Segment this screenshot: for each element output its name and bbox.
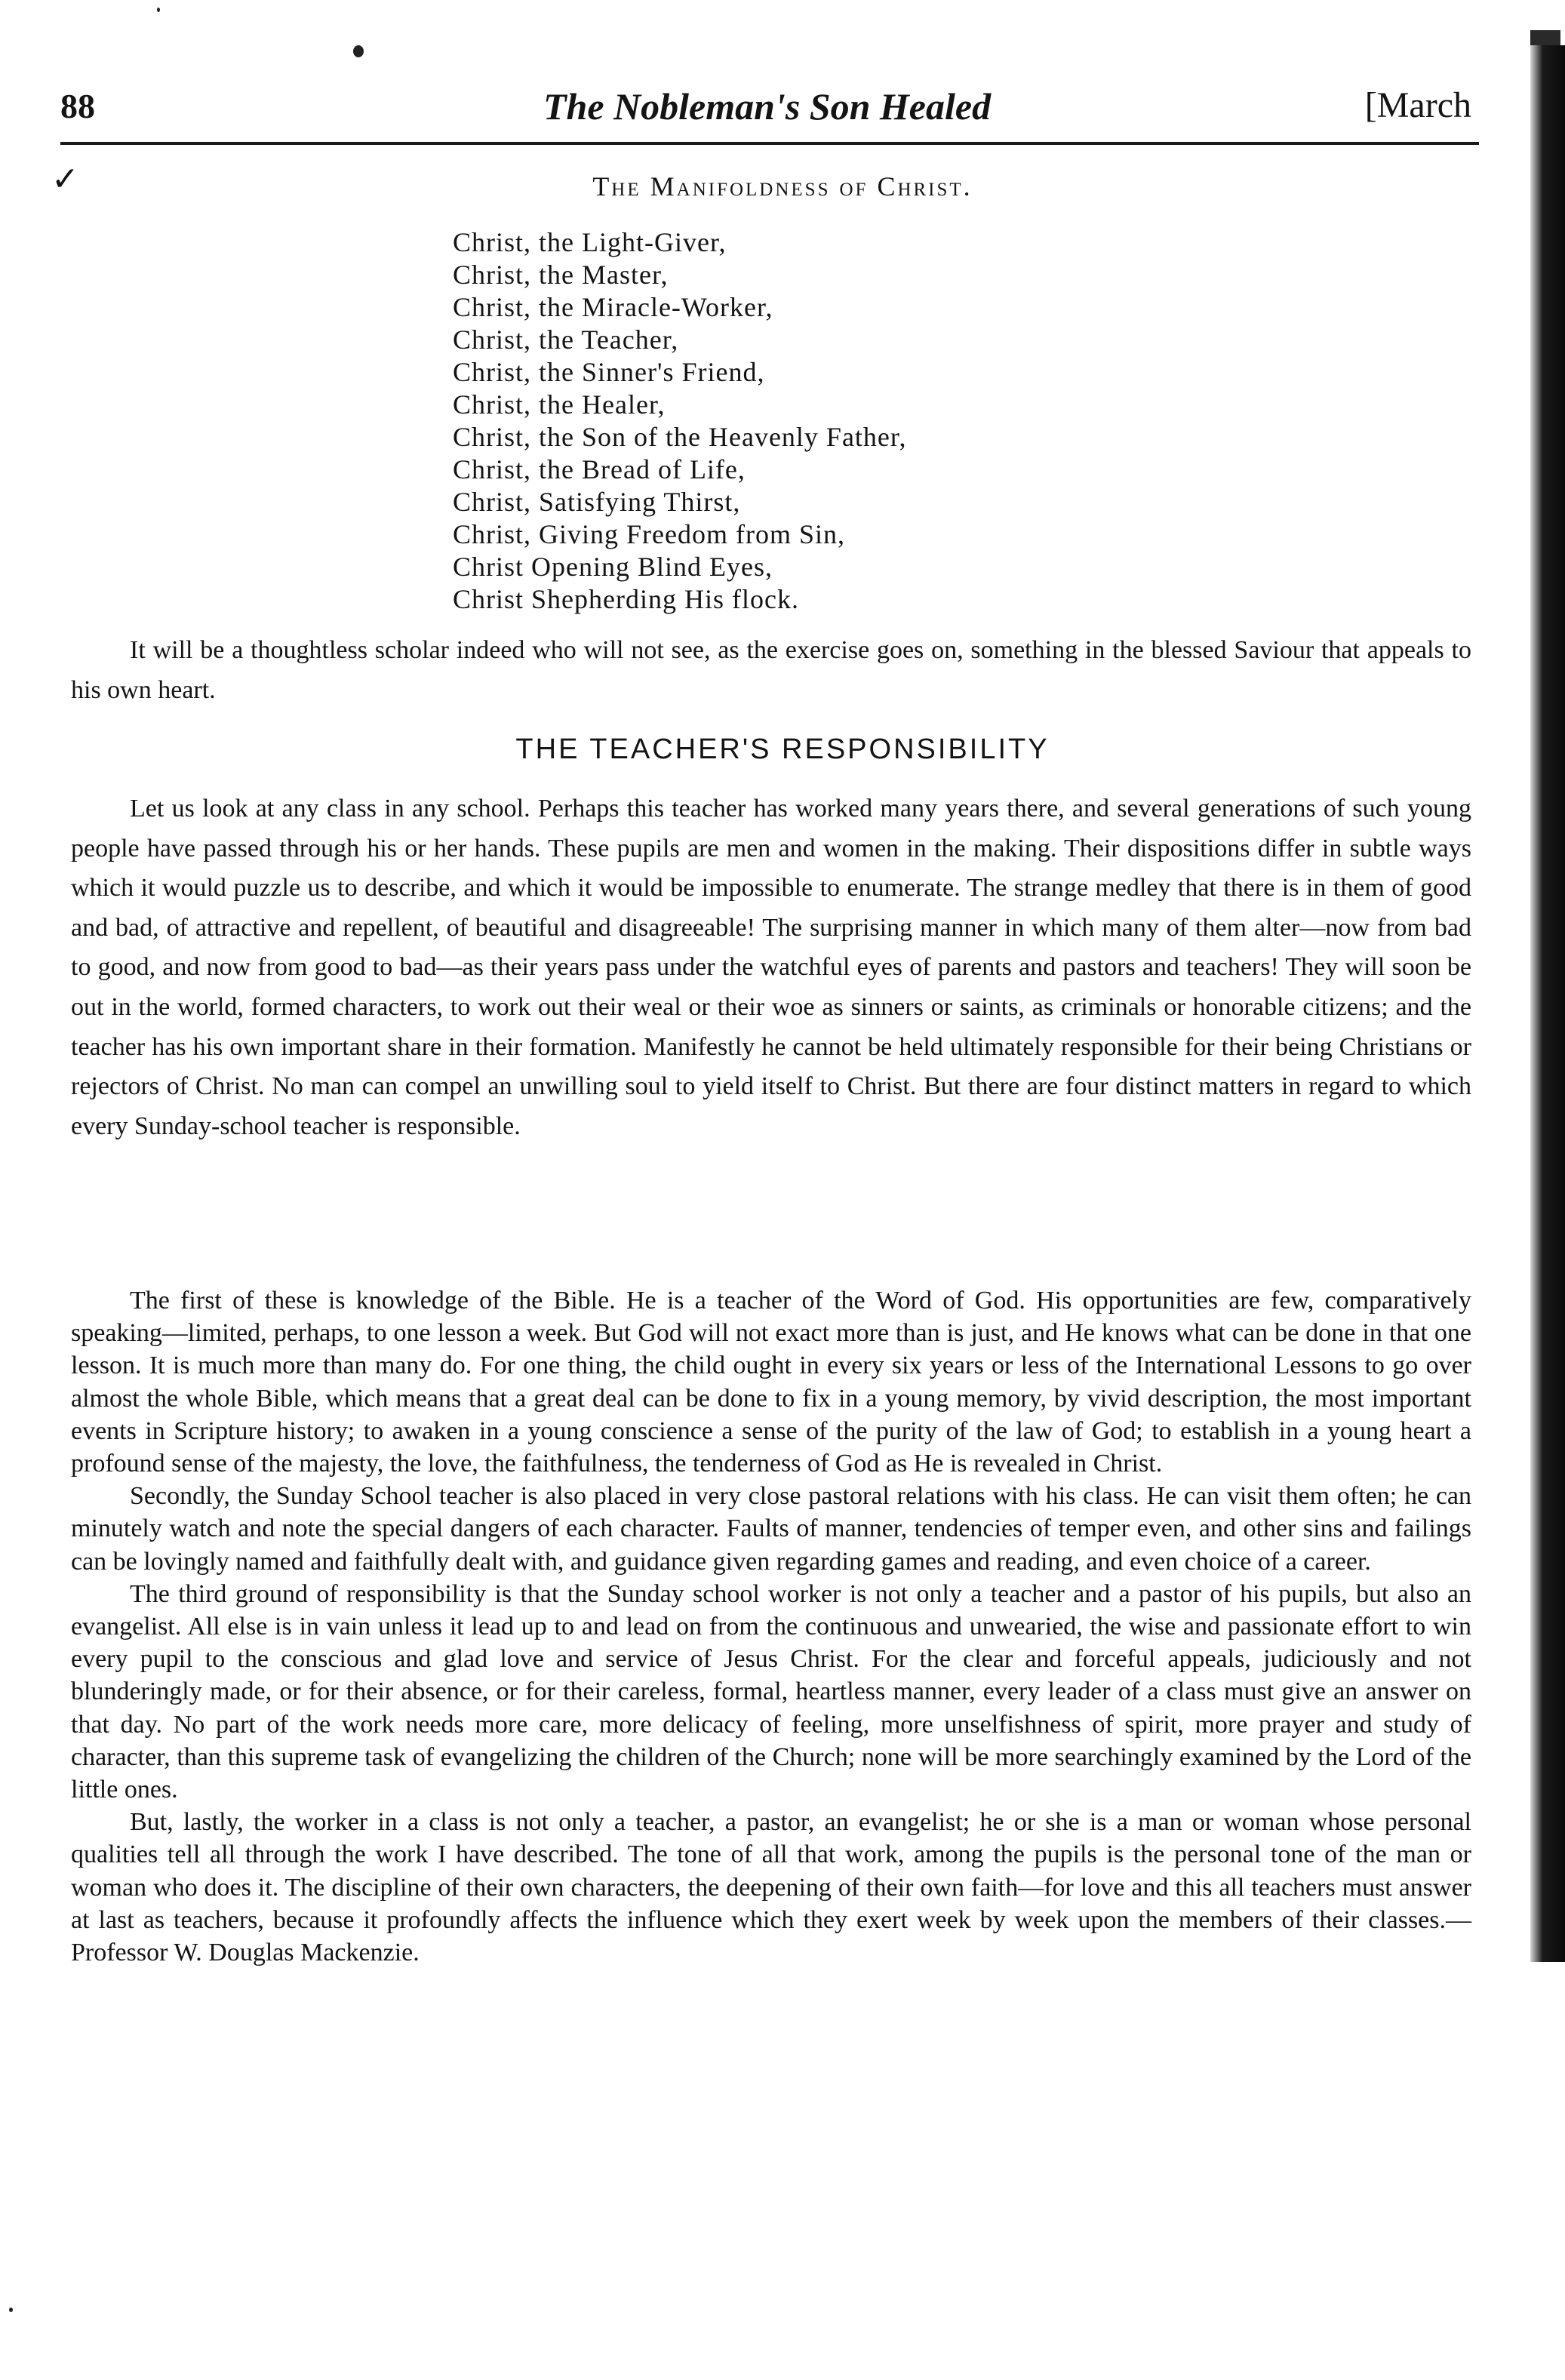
responsibility-points-block	[71, 1284, 1471, 1969]
body-paragraph: But, lastly, the worker in a class is not only a teacher, a pastor, an evangelist; he or she is a man or woman whose personal qualities tell all through the work I have described. The tone of all that work, among the pupils is the personal tone of the man or woman who does it. The discipline of their own characters, the deepening of their own faith—for love and this all teachers must answer at last as teachers, because it profoundly affects the influence which they exert week by week upon the members of their classes.—Professor W. Douglas Mackenzie.	[71, 1808, 1471, 1967]
manifold-closing-block	[71, 631, 1471, 710]
body-paragraph: Secondly, the Sunday School teacher is also placed in very close pastoral relations with his class. He can visit them often; he can minutely watch and note the special dangers of each character. Faults of manner, tendencies of temper even, and other sins and failings can be lovingly named and faithfully dealt with, and guidance given regarding games and reading, and even choice of a career.	[71, 1482, 1471, 1576]
list-item: Christ, Giving Freedom from Sin,	[453, 519, 845, 549]
print-speck	[353, 45, 364, 57]
list-item: Christ, the Light-Giver,	[453, 227, 727, 257]
body-paragraph: The third ground of responsibility is that the Sunday school worker is not only a teacher and a pastor of his pupils, but also an evangelist. All else is in vain unless it lead up to and lead on from the continuous and unwearied, the wise and passionate effort to win every pupil to the conscious and glad love and service of Jesus Christ. For the clear and forceful appeals, judiciously and not blunderingly made, or for their absence, or for their careless, formal, heartless manner, every leader of a class must give an answer on that day. No part of the work needs more care, more delicacy of feeling, more unselfishness of spirit, more prayer and study of character, than this supreme task of evangelizing the children of the Church; none will be more searchingly examined by the Lord of the little ones.	[71, 1579, 1471, 1804]
running-header	[60, 78, 1479, 139]
print-speck	[157, 8, 160, 12]
list-item: Christ Shepherding His flock.	[453, 584, 799, 614]
list-item: Christ, the Teacher,	[453, 324, 679, 355]
list-item: Christ, the Master,	[453, 260, 669, 290]
list-item: Christ, the Sinner's Friend,	[453, 357, 765, 387]
list-item: Christ, the Son of the Heavenly Father,	[453, 422, 907, 452]
print-speck	[9, 2308, 13, 2312]
section-heading: THE TEACHER'S RESPONSIBILITY	[515, 733, 1050, 765]
issue-month: [March	[1364, 85, 1471, 125]
manifold-closing-paragraph: It will be a thoughtless scholar indeed who will not see, as the exercise goes on, something in the blessed Saviour that appeals to his own heart.	[71, 636, 1471, 704]
list-item: Christ, the Miracle-Worker,	[453, 292, 773, 322]
manifold-heading: The Manifoldness of Christ.	[592, 171, 973, 201]
list-item: Christ, the Bread of Life,	[453, 454, 746, 484]
header-rule	[60, 142, 1479, 145]
christ-titles-list	[453, 226, 906, 616]
running-title: The Nobleman's Son Healed	[543, 85, 992, 128]
list-item: Christ, Satisfying Thirst,	[453, 487, 741, 517]
page-number: 88	[60, 87, 95, 125]
list-item: Christ Opening Blind Eyes,	[453, 552, 773, 582]
body-paragraph: Let us look at any class in any school. Perhaps this teacher has worked many years there, and several generations of such young people have passed through his or her hands. These pupils are men and women in the making. Their dispositions differ in subtle ways which it would puzzle us to describe, and which it would be impossible to enumerate. The strange medley that there is in them of good and bad, of attractive and repellent, of beautiful and disagreeable! The surprising manner in which many of them alter—now from bad to good, and now from good to bad—as their years pass under the watchful eyes of parents and pastors and teachers! They will soon be out in the world, formed characters, to work out their weal or their woe as sinners or saints, as criminals or honorable citizens; and the teacher has his own important share in their formation. Manifestly he cannot be held ultimately responsible for their being Christians or rejectors of Christ. No man can compel an unwilling soul to yield itself to Christ. But there are four distinct matters in regard to which every Sunday-school teacher is responsible.	[71, 795, 1471, 1140]
body-paragraph: The first of these is knowledge of the Bible. He is a teacher of the Word of God. His opportunities are few, comparatively speaking—limited, perhaps, to one lesson a week. But God will not exact more than is just, and He knows what can be done in that one lesson. It is much more than many do. For one thing, the child ought in every six years or less of the International Lessons to go over almost the whole Bible, which means that a great deal can be done to fix in a young memory, by vivid description, the most important events in Scripture history; to awaken in a young conscience a sense of the purity of the law of God; to establish in a young heart a profound sense of the majesty, the love, the faithfulness, the tenderness of God as He is revealed in Christ.	[71, 1287, 1471, 1478]
responsibility-intro-block	[71, 789, 1471, 1146]
page-edge-shadow	[1530, 45, 1565, 1962]
margin-check-mark: ✓	[51, 161, 79, 198]
list-item: Christ, the Healer,	[453, 389, 666, 420]
